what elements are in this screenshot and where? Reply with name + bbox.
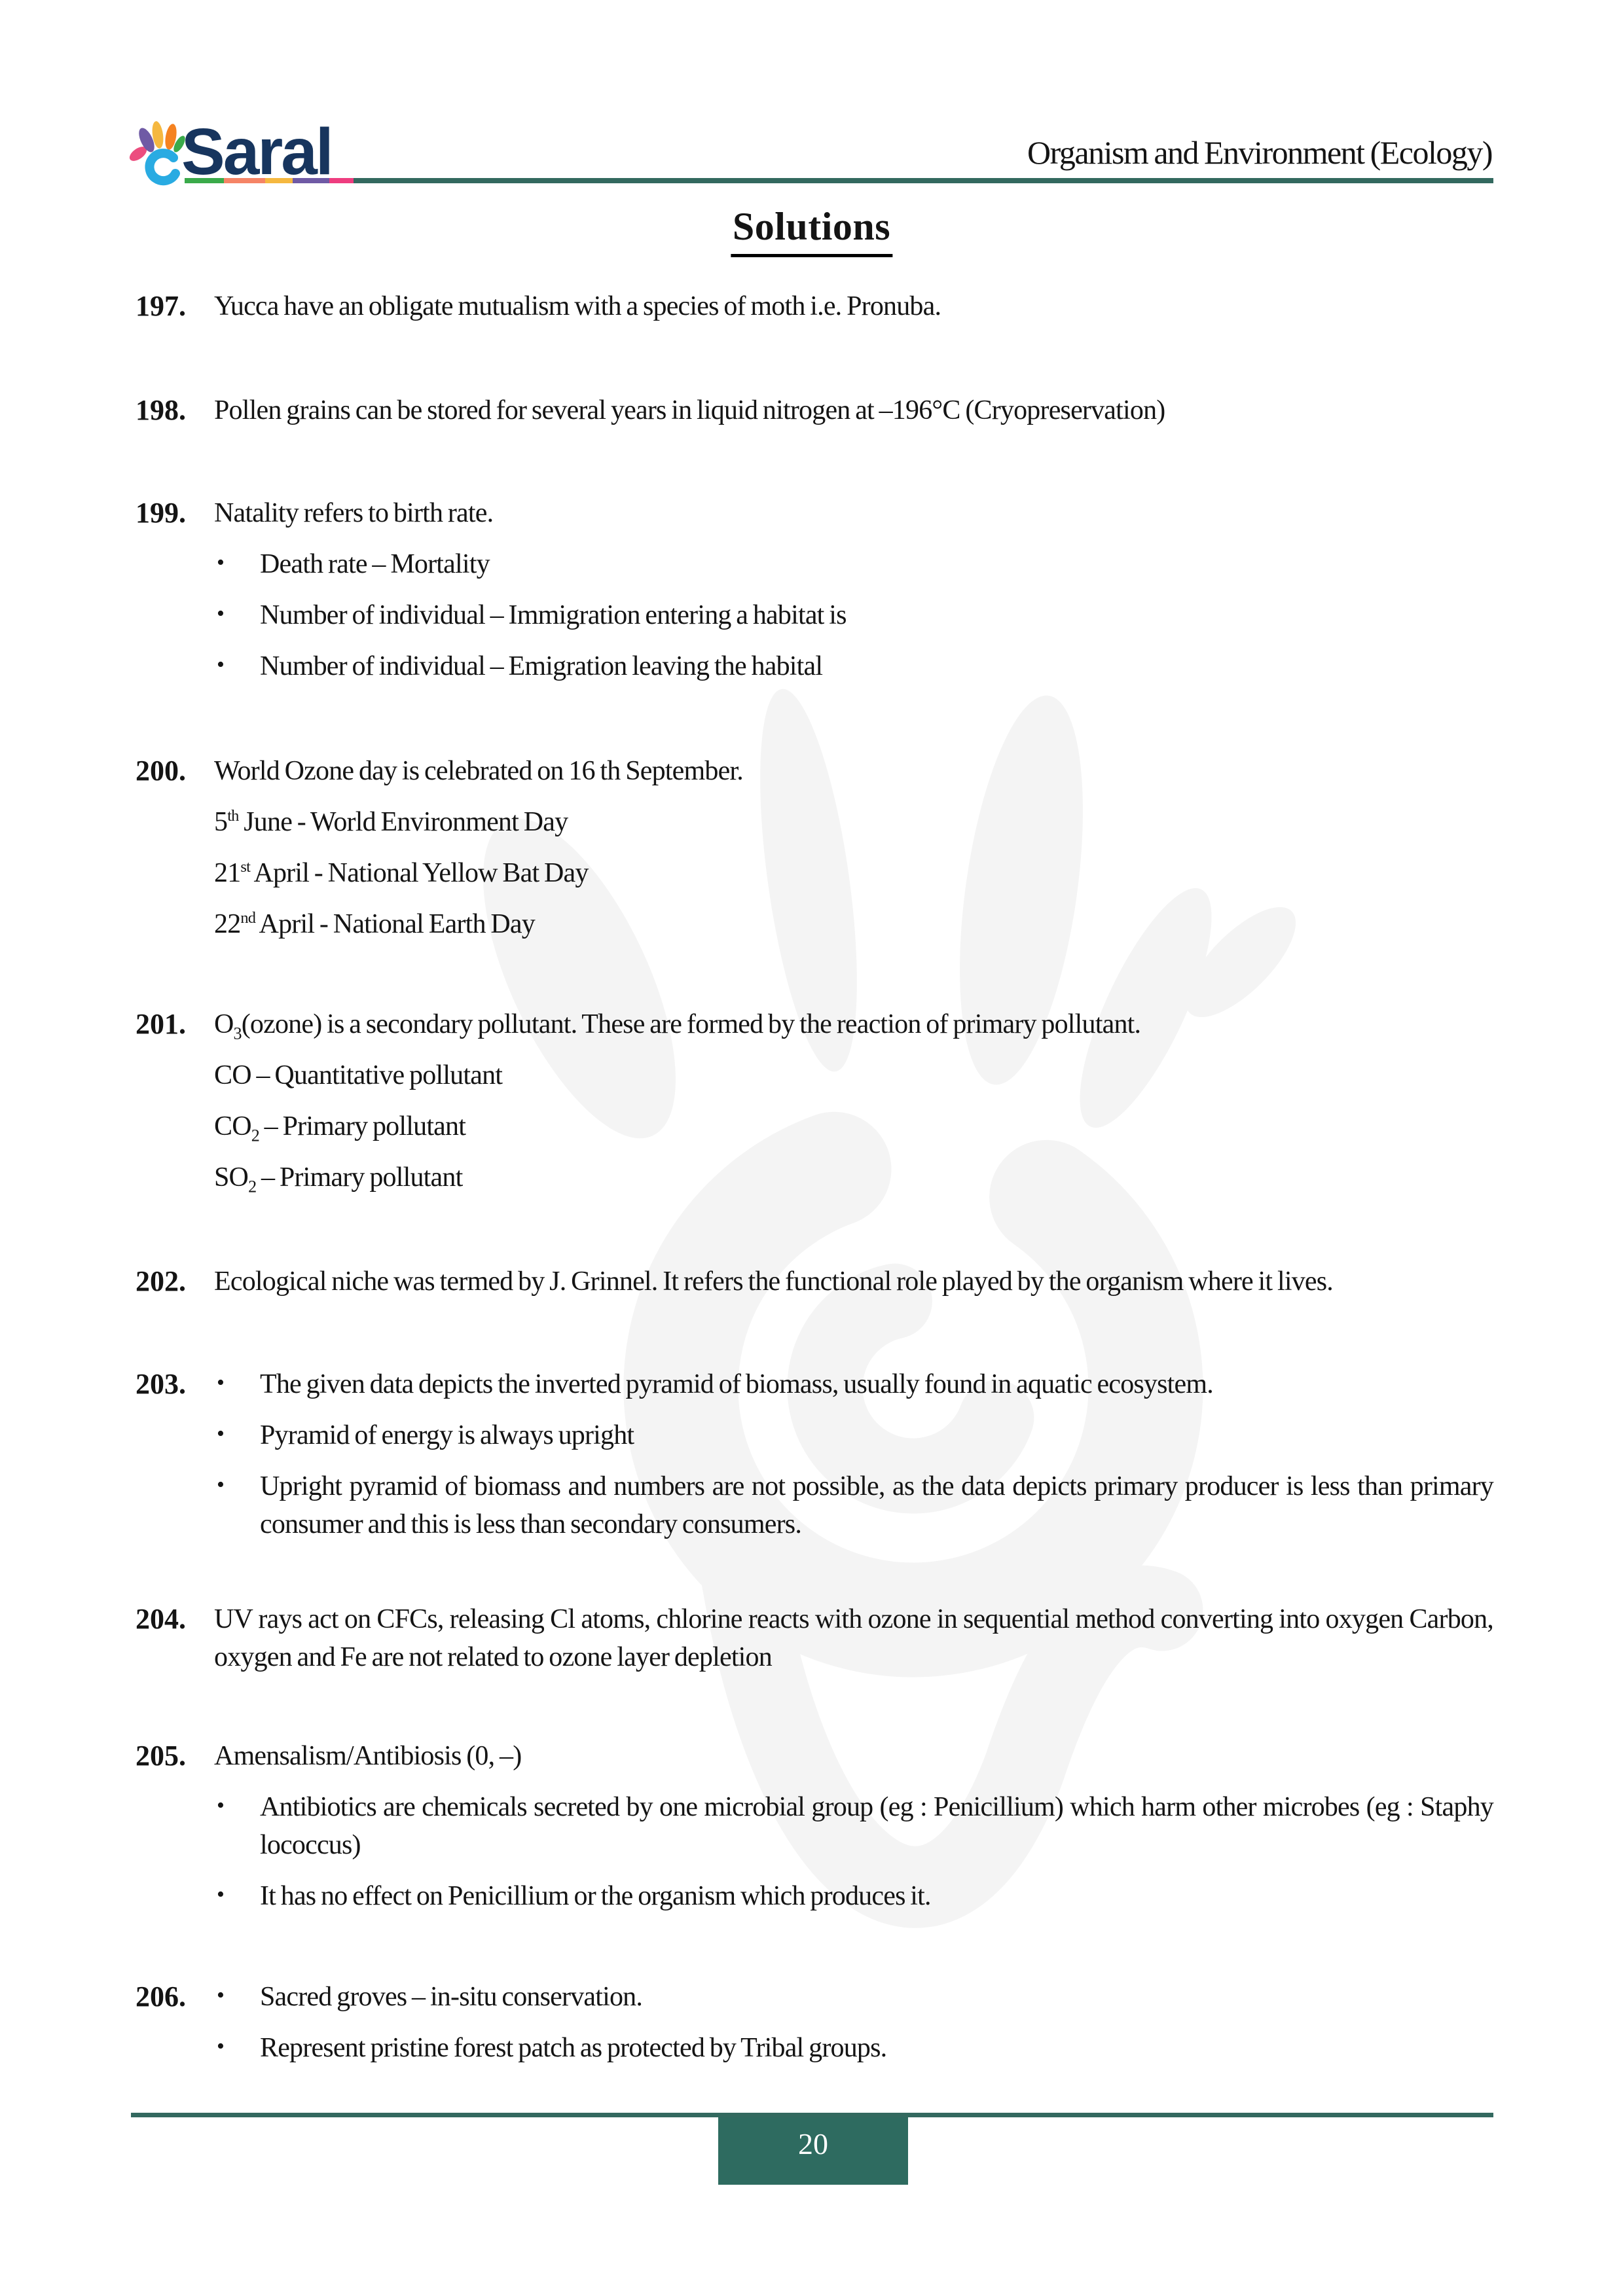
item-number: 202. xyxy=(136,1265,186,1297)
solution-line: Yucca have an obligate mutualism with a species of moth i.e. Pronuba. xyxy=(214,291,941,321)
logo-wordmark: Saral xyxy=(181,117,332,188)
item-number: 203. xyxy=(136,1368,186,1400)
bullet-icon: • xyxy=(217,1422,225,1446)
date-number: 21 xyxy=(214,858,241,888)
line-text: – Primary pollutant xyxy=(259,1111,466,1141)
solution-item-204 xyxy=(136,1600,1493,1689)
solution-item-198 xyxy=(136,391,1493,442)
solution-item-200 xyxy=(136,752,1493,956)
bullet-text: Represent pristine forest patch as protected by Tribal groups. xyxy=(260,2033,887,2063)
formula-text: SO xyxy=(214,1162,249,1193)
rule-segment-teal xyxy=(354,178,1493,183)
item-number: 205. xyxy=(136,1740,186,1772)
line-text: June - World Environment Day xyxy=(238,807,568,837)
bullet-icon: • xyxy=(217,653,225,677)
solution-line: World Ozone day is celebrated on 16 th September. xyxy=(214,756,743,786)
bullet-line xyxy=(214,1788,1493,1864)
solution-line: CO – Quantitative pollutant xyxy=(214,1060,503,1090)
bullet-line xyxy=(214,1365,1493,1403)
bullet-text: Pyramid of energy is always upright xyxy=(260,1420,634,1450)
line-text: – Primary pollutant xyxy=(256,1162,463,1193)
bullet-icon: • xyxy=(217,601,225,626)
course-title: Organism and Environment (Ecology) xyxy=(1027,134,1492,171)
bullet-line xyxy=(214,1416,1493,1454)
bullet-icon: • xyxy=(217,550,225,575)
item-number: 199. xyxy=(136,497,186,529)
bullet-line xyxy=(214,596,1493,634)
bullet-text: The given data depicts the inverted pyramid of biomass, usually found in aquatic ecosystem. xyxy=(260,1369,1213,1399)
item-number: 198. xyxy=(136,394,186,426)
bullet-text: Upright pyramid of biomass and numbers are not possible, as the data depicts primary producer is less than primary consumer and this is less than secondary consumers. xyxy=(260,1471,1493,1539)
solution-line: Pollen grains can be stored for several years in liquid nitrogen at –196°C (Cryopreservation) xyxy=(214,395,1165,425)
ordinal-suffix: th xyxy=(227,807,239,825)
solution-line: Amensalism/Antibiosis (0, –) xyxy=(214,1741,522,1771)
bullet-text: Number of individual – Immigration entering a habitat is xyxy=(260,600,847,630)
bullet-line xyxy=(214,545,1493,583)
bullet-icon: • xyxy=(217,1793,225,1818)
solution-item-205 xyxy=(136,1737,1493,1928)
date-number: 22 xyxy=(214,909,241,939)
bullet-icon: • xyxy=(217,1371,225,1395)
bullet-line xyxy=(214,647,1493,685)
bullet-line xyxy=(214,1978,1493,2016)
solution-line xyxy=(214,905,1493,943)
formula-text: O xyxy=(214,1009,234,1039)
page-number: 20 xyxy=(798,2127,828,2161)
line-text: (ozone) is a secondary pollutant. These are formed by the reaction of primary pollutant. xyxy=(241,1009,1141,1039)
bullet-text: Antibiotics are chemicals secreted by one microbial group (eg : Penicillium) which harm other microbes (eg : Staphy lococcus) xyxy=(260,1792,1493,1860)
item-number: 204. xyxy=(136,1603,186,1635)
bullet-text: Sacred groves – in-situ conservation. xyxy=(260,1982,643,2012)
formula-subscript: 3 xyxy=(233,1024,242,1043)
formula-subscript: 2 xyxy=(248,1177,257,1196)
solution-item-197 xyxy=(136,287,1493,338)
footer-rule xyxy=(131,2113,1493,2117)
solution-line: Ecological niche was termed by J. Grinnel. It refers the functional role played by the organism where it lives. xyxy=(214,1266,1334,1297)
bullet-icon: • xyxy=(217,1882,225,1907)
bullet-text: It has no effect on Penicillium or the organism which produces it. xyxy=(260,1881,931,1911)
bullet-icon: • xyxy=(217,2034,225,2058)
item-number: 200. xyxy=(136,755,186,787)
bullet-line xyxy=(214,2029,1493,2067)
solution-line xyxy=(214,1005,1493,1043)
solution-line xyxy=(214,1158,1493,1196)
ordinal-suffix: st xyxy=(240,858,251,876)
item-number: 206. xyxy=(136,1981,186,2013)
bullet-line xyxy=(214,1467,1493,1543)
bullet-line xyxy=(214,1877,1493,1915)
solution-line xyxy=(214,803,1493,841)
bullet-text: Death rate – Mortality xyxy=(260,549,490,579)
bullet-text: Number of individual – Emigration leaving the habital xyxy=(260,651,823,681)
esaral-logo xyxy=(126,117,362,195)
item-number: 197. xyxy=(136,290,186,322)
bullet-icon: • xyxy=(217,1473,225,1497)
bullet-icon: • xyxy=(217,1983,225,2007)
solution-item-201 xyxy=(136,1005,1493,1210)
formula-subscript: 2 xyxy=(251,1126,259,1145)
solution-item-202 xyxy=(136,1263,1493,1314)
ordinal-suffix: nd xyxy=(240,909,256,927)
page-number-box xyxy=(718,2117,908,2185)
line-text: April - National Earth Day xyxy=(255,909,535,939)
date-number: 5 xyxy=(214,807,228,837)
solution-item-199 xyxy=(136,494,1493,698)
header-rule xyxy=(185,178,1493,183)
solution-line xyxy=(214,1107,1493,1145)
logo-e-icon xyxy=(149,153,175,181)
solution-line: UV rays act on CFCs, releasing Cl atoms, chlorine reacts with ozone in sequential method converting into oxygen Carbon, oxygen and Fe are not related to ozone layer depletion xyxy=(214,1604,1493,1672)
solution-item-203 xyxy=(136,1365,1493,1556)
formula-text: CO xyxy=(214,1111,251,1141)
page-title: Solutions xyxy=(731,204,892,257)
solution-line: Natality refers to birth rate. xyxy=(214,498,494,528)
item-number: 201. xyxy=(136,1008,186,1040)
solution-line xyxy=(214,854,1493,892)
solution-item-206 xyxy=(136,1978,1493,2080)
line-text: April - National Yellow Bat Day xyxy=(250,858,589,888)
